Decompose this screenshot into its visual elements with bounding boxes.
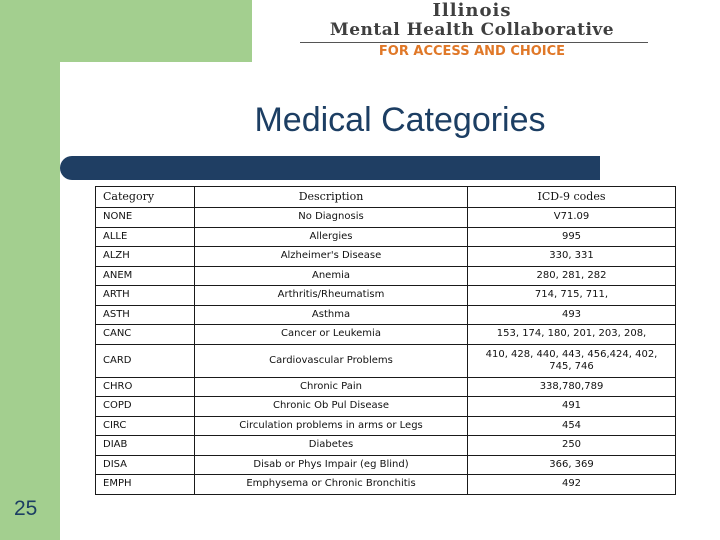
description-cell: Allergies [195,227,468,247]
codes-cell: 493 [468,305,676,325]
table-row [96,227,676,247]
category-cell: CHRO [96,377,195,397]
codes-cell: 280, 281, 282 [468,266,676,286]
category-cell: COPD [96,397,195,417]
category-cell: CARD [96,344,195,377]
codes-cell: 330, 331 [468,247,676,267]
category-cell: ALZH [96,247,195,267]
description-cell: Anemia [195,266,468,286]
category-cell: ARTH [96,286,195,306]
table-row [96,455,676,475]
category-cell: ALLE [96,227,195,247]
category-cell: CANC [96,325,195,345]
medical-categories-table [95,186,676,495]
green-side-bar [0,0,60,540]
codes-cell: 366, 369 [468,455,676,475]
codes-cell: 454 [468,416,676,436]
codes-cell: 153, 174, 180, 201, 203, 208, [468,325,676,345]
codes-cell: V71.09 [468,208,676,228]
description-cell: Alzheimer's Disease [195,247,468,267]
content-corner [60,62,140,142]
description-cell: Diabetes [195,436,468,456]
category-cell: EMPH [96,475,195,495]
table-row [96,247,676,267]
category-cell: NONE [96,208,195,228]
codes-cell: 492 [468,475,676,495]
category-cell: DIAB [96,436,195,456]
table-row [96,397,676,417]
description-cell: Arthritis/Rheumatism [195,286,468,306]
description-cell: Cardiovascular Problems [195,344,468,377]
collaborative-logo [296,0,656,66]
logo-rule [300,42,648,43]
description-cell: Chronic Ob Pul Disease [195,397,468,417]
table-row [96,286,676,306]
description-cell: Cancer or Leukemia [195,325,468,345]
category-cell: CIRC [96,416,195,436]
header-category: Category [96,187,195,208]
slide-title: Medical Categories [254,101,546,139]
codes-cell: 338,780,789 [468,377,676,397]
codes-cell: 714, 715, 711, [468,286,676,306]
table-row [96,266,676,286]
page-number: 25 [14,497,38,520]
category-cell: ANEM [96,266,195,286]
table-row [96,416,676,436]
description-cell: Asthma [195,305,468,325]
category-cell: DISA [96,455,195,475]
codes-cell: 250 [468,436,676,456]
description-cell: Disab or Phys Impair (eg Blind) [195,455,468,475]
table-row [96,208,676,228]
title-underline-bar [60,156,600,180]
description-cell: Emphysema or Chronic Bronchitis [195,475,468,495]
codes-cell: 995 [468,227,676,247]
codes-cell: 410, 428, 440, 443, 456,424, 402, 745, 746 [468,344,676,377]
logo-line-2: Mental Health Collaborative [329,20,615,40]
description-cell: Chronic Pain [195,377,468,397]
description-cell: No Diagnosis [195,208,468,228]
table-row [96,325,676,345]
logo-line-1: Illinois [432,0,512,21]
table-header-row [96,187,676,208]
table-row [96,377,676,397]
table-row [96,475,676,495]
description-cell: Circulation problems in arms or Legs [195,416,468,436]
table-row [96,344,676,377]
table-row [96,436,676,456]
header-codes: ICD-9 codes [468,187,676,208]
header-description: Description [195,187,468,208]
table-row [96,305,676,325]
category-cell: ASTH [96,305,195,325]
codes-cell: 491 [468,397,676,417]
logo-tagline: FOR ACCESS AND CHOICE [378,44,566,59]
green-top-block [0,0,252,62]
